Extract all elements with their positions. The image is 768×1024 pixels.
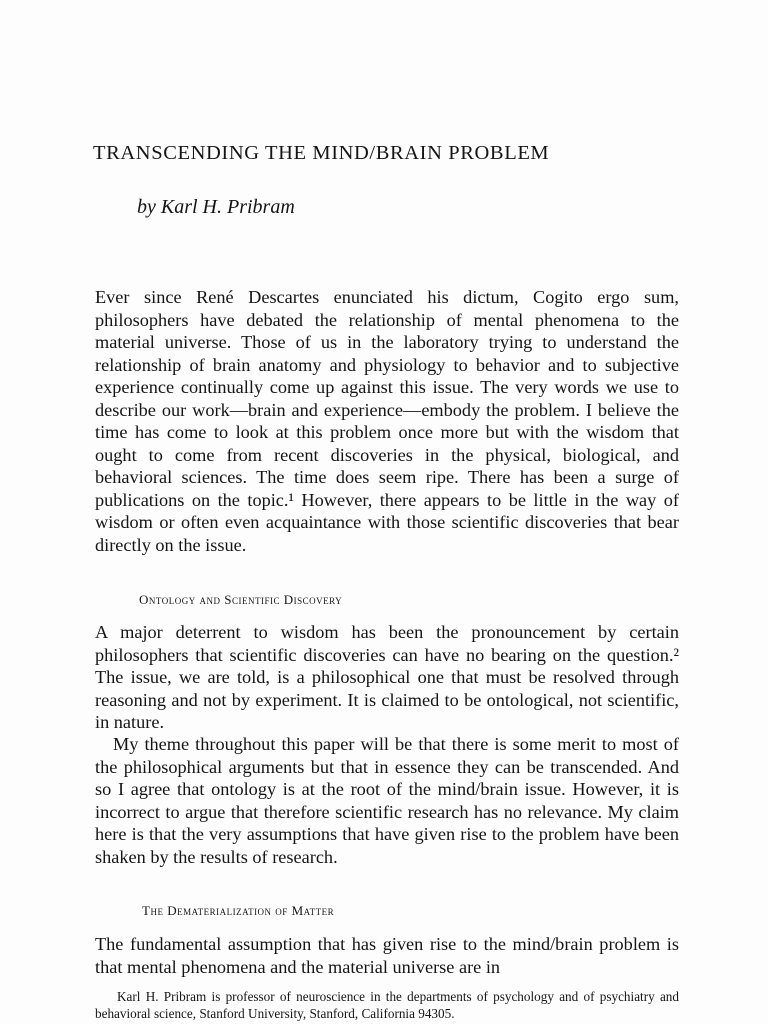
paragraph-ontology-2: My theme throughout this paper will be that there is some merit to most of the philosophical arguments but that in essence they can be transcended. And so I agree that ontology is at the root of the mind/brain issue. However, it is incorrect to argue that therefore scientific research has no relevance. My claim here is that the very assumptions that have given rise to the problem have been shaken by the results of research. (95, 734, 679, 867)
section-heading-ontology: Ontology and Scientific Discovery (139, 592, 343, 607)
paragraph-intro: Ever since René Descartes enunciated his dictum, Cogito ergo sum, philosophers have debated the relationship of mental phenomena to the material universe. Those of us in the laboratory trying to understand the relationship of brain anatomy and physiology to behavior and to subjective experience continually come up against this issue. The very words we use to describe our work—brain and experience—embody the problem. I believe the time has come to look at this problem once more but with the wisdom that ought to come from recent discoveries in the physical, biological, and behavioral sciences. The time does seem ripe. There has been a surge of publications on the topic.¹ However, there appears to be little in the way of wisdom or often even acquaintance with those scientific discoveries that bear directly on the issue. (95, 287, 679, 555)
article-title: TRANSCENDING THE MIND/BRAIN PROBLEM (93, 142, 550, 164)
section-heading-dematerialization: The Dematerialization of Matter (142, 903, 335, 918)
author-byline: by Karl H. Pribram (137, 196, 295, 218)
paragraph-ontology-1: A major deterrent to wisdom has been the pronouncement by certain philosophers that scientific discoveries can have no bearing on the question.² The issue, we are told, is a philosophical one that must be resolved through reasoning and not by experiment. It is claimed to be ontological, not scientific, in nature. (95, 622, 679, 732)
author-footnote: Karl H. Pribram is professor of neuroscience in the departments of psychology and of psychiatry and behavioral science, Stanford University, Stanford, California 94305. (95, 989, 679, 1021)
paragraph-dematerialization: The fundamental assumption that has given rise to the mind/brain problem is that mental phenomena and the material universe are in (95, 934, 679, 977)
